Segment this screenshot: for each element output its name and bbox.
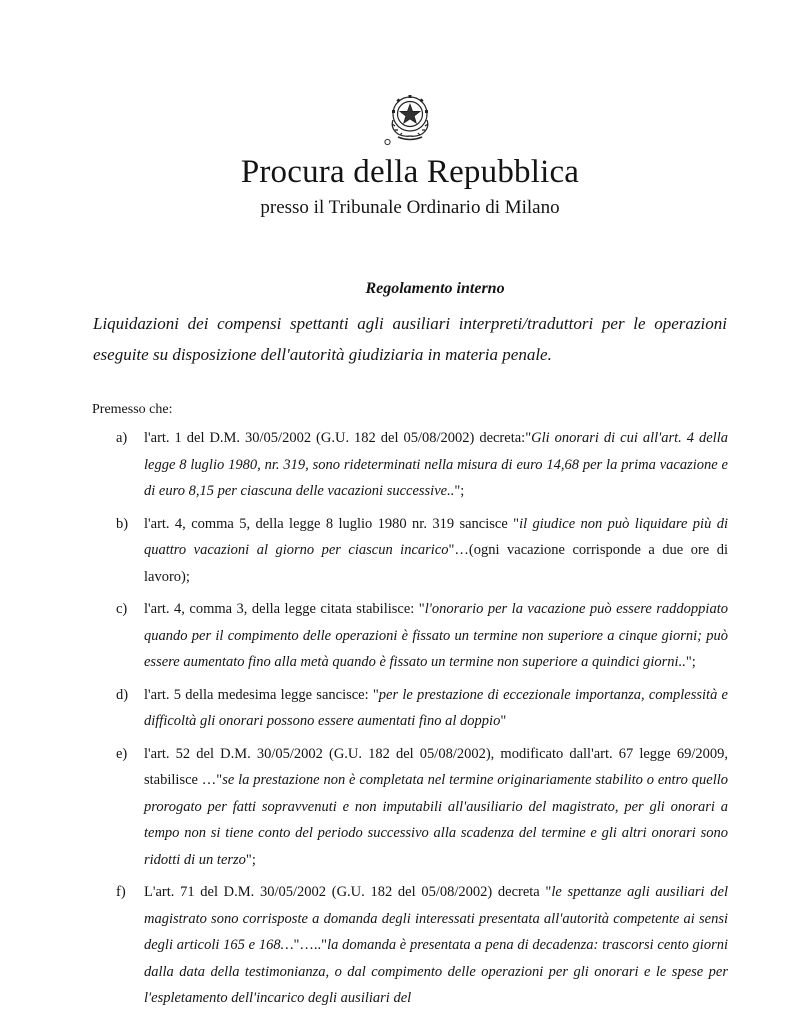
clause-quote: l'onorario per la vacazione può essere raddoppiato quando per il compimento delle operazioni è fissato un termine non superiore a cinque giorni; può essere aumentato fino alla metà quando è fissato un termine non superiore a quindici giorni.. [144,601,728,670]
clause-quote: se la prestazione non è completata nel termine originariamente stabilito o entro quello prorogato per fatti sopravvenuti e non imputabili all'ausiliario del magistrato, per gli onorari a tempo non si tiene conto del periodo successivo alla scadenza del termine e gli altri onorari sono ridotti di un terzo [144,772,728,868]
clause-plain-text: "; [454,483,465,499]
italian-republic-emblem-icon [384,90,436,146]
clause-quote: il giudice non può liquidare più di quattro vacazioni al giorno per ciascun incarico [144,515,728,558]
clause-plain-text: " [500,713,507,729]
clause-text [144,596,728,676]
clause-text [144,425,728,505]
clause-marker: e) [116,745,128,762]
premise-clause-list [0,425,791,1018]
clause-quote: le spettanze agli ausiliari del magistrato sono corrisposte a domanda degli interessati presentata all'autorità competente ai sensi degli articoli 165 e 168… [144,884,728,953]
clause-plain-text: "; [245,851,256,868]
clause-text [144,741,728,874]
clause-marker: d) [116,686,129,703]
clause-plain-text: l'art. 1 del D.M. 30/05/2002 (G.U. 182 del 05/08/2002) decreta:" [144,430,532,446]
clause-c [0,596,791,676]
clause-e [0,741,791,874]
clause-quote: per le prestazione di eccezionale importanza, complessità e difficoltà gli onorari possono essere aumentati fino al doppio [144,686,728,729]
clause-plain-text: l'art. 4, comma 3, della legge citata stabilisce: " [144,601,425,617]
clause-quote: la domanda è presentata a pena di decadenza: trascorsi cento giorni dalla data della testimonianza, o dal compimento delle operazioni per gli onorari e le spese per l'espletamento dell'incarico degli ausiliari del [144,937,728,1006]
clause-d [0,682,791,735]
clause-quote: Gli onorari di cui all'art. 4 della legge 8 luglio 1980, nr. 319, sono rideterminati nella misura di euro 14,68 per la prima vacazione e di euro 8,15 per ciascuna delle vacazioni successive.. [144,430,728,499]
clause-marker: f) [116,884,126,900]
clause-marker: c) [116,601,128,617]
clause-plain-text: l'art. 4, comma 5, della legge 8 luglio 1980 nr. 319 sancisce " [144,515,520,532]
clause-f [0,879,791,1012]
clause-plain-text: l'art. 5 della medesima legge sancisce: " [144,686,379,703]
office-title: Procura della Repubblica [240,154,580,190]
clause-plain-text: l'art. 52 del D.M. 30/05/2002 (G.U. 182 del 05/08/2002), modificato dall'art. 67 legge 69/2009, stabilisce …" [144,745,728,788]
clause-a [0,425,791,505]
regulation-heading: Regolamento interno [365,280,505,297]
clause-text [144,682,728,735]
clause-plain-text: "….." [293,937,328,953]
regulation-subject: Liquidazioni dei compensi spettanti agli ausiliari interpreti/traduttori per le operazioni eseguite su disposizione dell'autorità giudiziaria in materia penale. [93,314,727,364]
clause-b [0,511,791,591]
clause-plain-text: "…(ogni vacazione corrisponde a due ore di lavoro); [144,542,728,585]
clause-plain-text: "; [685,654,696,670]
office-subtitle: presso il Tribunale Ordinario di Milano [260,197,560,218]
clause-text [144,879,728,1012]
clause-text [144,511,728,591]
clause-marker: a) [116,430,128,446]
premise-label: Premesso che: [92,402,173,417]
clause-marker: b) [116,515,129,532]
clause-plain-text: L'art. 71 del D.M. 30/05/2002 (G.U. 182 del 05/08/2002) decreta " [144,884,552,900]
